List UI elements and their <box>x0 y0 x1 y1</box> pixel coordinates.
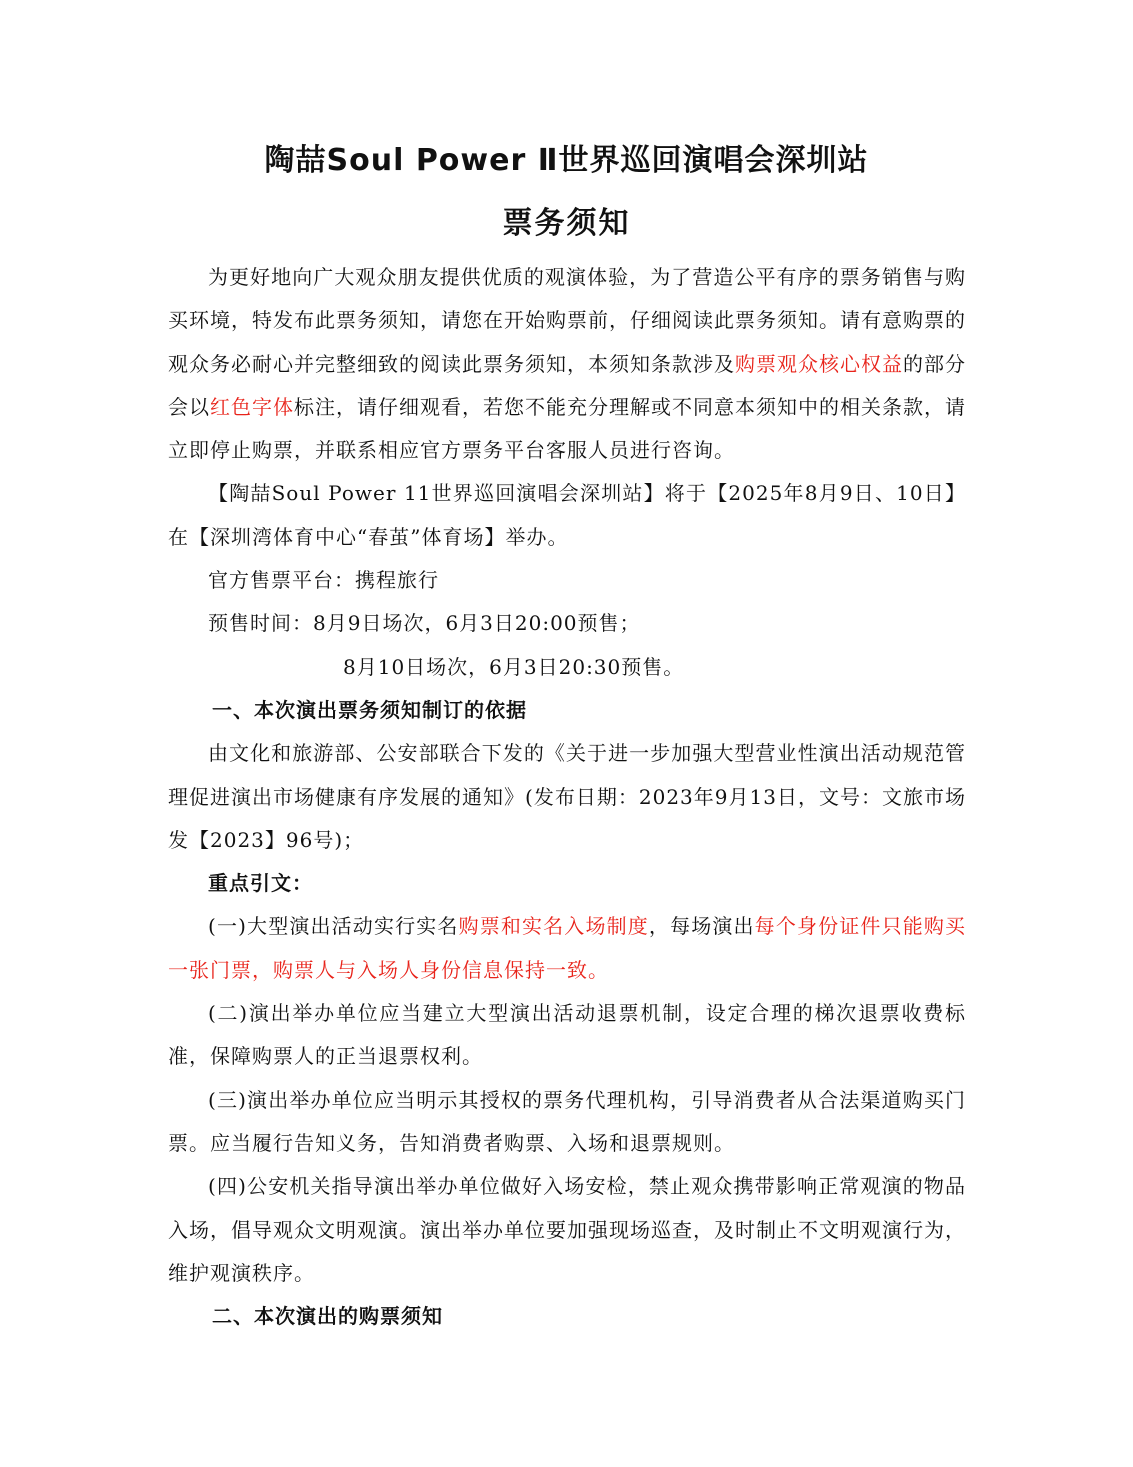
intro-red-text-2: 红色字体 <box>210 394 294 419</box>
intro-text-3: 标注，请仔细观看，若您不能充分理解或不同意本须知中的相关条款，请立即停止购票，并联系相应官方票务平台客服人员进行咨询。 <box>168 394 966 463</box>
quote-item-1-red-2: 每个身份证件只能购买一张门票，购票人与入场人身份信息保持一致 <box>168 914 967 982</box>
quote-item-1-red-1: 购票和实名入场制度 <box>458 914 649 939</box>
quote-item-1-mid: ，每场演出 <box>648 914 755 939</box>
section-1-paragraph: 由文化和旅游部、公安部联合下发的《关于进一步加强大型营业性演出活动规范管理促进演出市场健康有序发展的通知》(发布日期：2023年9月13日，文号：文旅市场发【2023】96号)； <box>168 741 966 852</box>
section-1-heading: 一、本次演出票务须知制订的依据 <box>212 697 527 722</box>
key-quote-label: 重点引文： <box>208 871 313 896</box>
document-subtitle: 票务须知 <box>502 206 631 241</box>
event-info-paragraph: 【陶喆Soul Power 11世界巡回演唱会深圳站】将于【2025年8月9日、10日】在【深圳湾体育中心“春茧”体育场】举办。 <box>168 481 966 549</box>
quote-item-3: (三)演出举办单位应当明示其授权的票务代理机构，引导消费者从合法渠道购买门票。应当履行告知义务，告知消费者购票、入场和退票规则。 <box>168 1087 966 1155</box>
intro-text-2: 的部分会以 <box>168 351 966 419</box>
document-title: 陶喆Soul Power Ⅱ世界巡回演唱会深圳站 <box>264 143 869 178</box>
quote-item-1 <box>168 905 966 992</box>
presale-time-2: 8月10日场次，6月3日20:30预售。 <box>343 654 685 679</box>
section-2-heading: 二、本次演出的购票须知 <box>212 1304 443 1329</box>
quote-item-1-prefix: (一)大型演出活动实行实名 <box>208 914 459 939</box>
quote-item-1-suffix: 。 <box>588 957 609 982</box>
quote-item-4: (四)公安机关指导演出举办单位做好入场安检，禁止观众携带影响正常观演的物品入场，倡导观众文明观演。演出举办单位要加强现场巡查，及时制止不文明观演行为，维护观演秩序。 <box>168 1174 966 1285</box>
intro-red-text-1: 购票观众核心权益 <box>735 351 903 376</box>
presale-time-1: 预售时间：8月9日场次，6月3日20:00预售； <box>208 611 641 636</box>
intro-paragraph <box>168 256 966 472</box>
intro-text-1: 为更好地向广大观众朋友提供优质的观演体验，为了营造公平有序的票务销售与购买环境，特发布此票务须知，请您在开始购票前，仔细阅读此票务须知。请有意购票的观众务必耐心并完整细致的阅读此票务须知，本须知条款涉及 <box>168 265 966 376</box>
document-body <box>168 256 966 1338</box>
ticket-platform: 官方售票平台：携程旅行 <box>208 568 439 593</box>
quote-item-2: (二)演出举办单位应当建立大型演出活动退票机制，设定合理的梯次退票收费标准，保障购票人的正当退票权利。 <box>168 1001 966 1069</box>
